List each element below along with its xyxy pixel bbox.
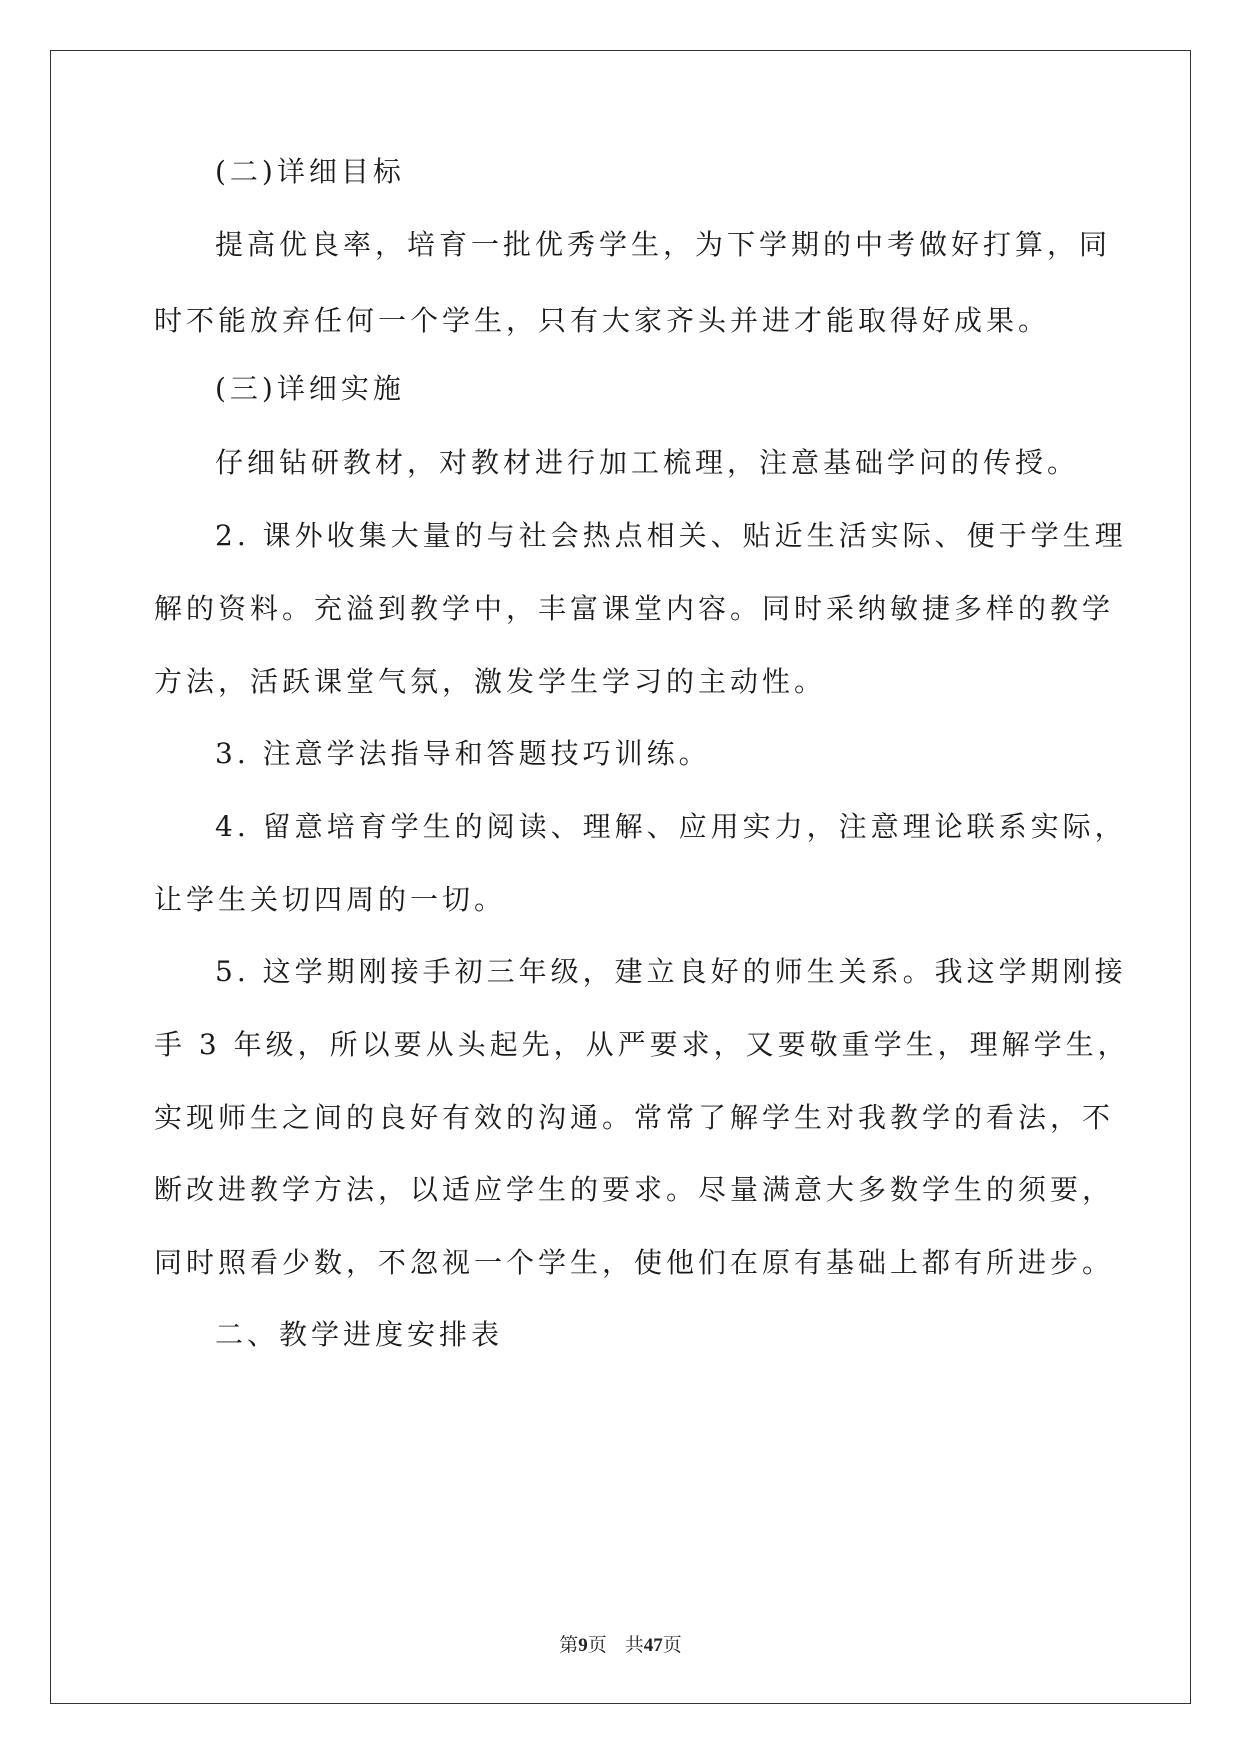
page-prefix: 第 (559, 1635, 579, 1656)
paragraph-line: 提高优良率，培育一批优秀学生，为下学期的中考做好打算，同 (215, 228, 1112, 261)
paragraph-line: 让学生关切四周的一切。 (154, 883, 507, 916)
paragraph-line: 实现师生之间的良好有效的沟通。常常了解学生对我教学的看法，不 (154, 1101, 1115, 1134)
list-item-3: 3. 注意学法指导和答题技巧训练。 (215, 737, 711, 770)
list-item-2: 2. 课外收集大量的与社会热点相关、贴近生活实际、便于学生理 (215, 519, 1127, 552)
total-pages: 47 (643, 1635, 663, 1656)
page-footer (0, 1634, 1241, 1658)
subheading-detailed-goals: (二)详细目标 (215, 155, 405, 188)
subheading-detailed-implementation: (三)详细实施 (215, 372, 405, 405)
paragraph-line: 仔细钻研教材，对教材进行加工梳理，注意基础学问的传授。 (215, 446, 1080, 479)
total-suffix: 页 (662, 1635, 682, 1656)
paragraph-line: 时不能放弃任何一个学生，只有大家齐头并进才能取得好成果。 (154, 304, 1051, 337)
page-number: 9 (578, 1635, 588, 1656)
section-heading-schedule: 二、教学进度安排表 (215, 1318, 504, 1351)
paragraph-line: 方法，活跃课堂气氛，激发学生学习的主动性。 (154, 665, 827, 698)
total-prefix: 共 (624, 1635, 644, 1656)
page-border (50, 50, 1191, 1704)
page-suffix: 页 (587, 1635, 607, 1656)
list-item-4: 4. 留意培育学生的阅读、理解、应用实力，注意理论联系实际， (215, 810, 1127, 843)
paragraph-line: 断改进教学方法，以适应学生的要求。尽量满意大多数学生的须要， (154, 1173, 1115, 1206)
list-item-5: 5. 这学期刚接手初三年级，建立良好的师生关系。我这学期刚接 (215, 955, 1127, 988)
paragraph-line: 手 3 年级，所以要从头起先，从严要求，又要敬重学生，理解学生， (154, 1028, 1130, 1061)
paragraph-line: 同时照看少数，不忽视一个学生，使他们在原有基础上都有所进步。 (154, 1246, 1115, 1279)
paragraph-line: 解的资料。充溢到教学中，丰富课堂内容。同时采纳敏捷多样的教学 (154, 592, 1115, 625)
